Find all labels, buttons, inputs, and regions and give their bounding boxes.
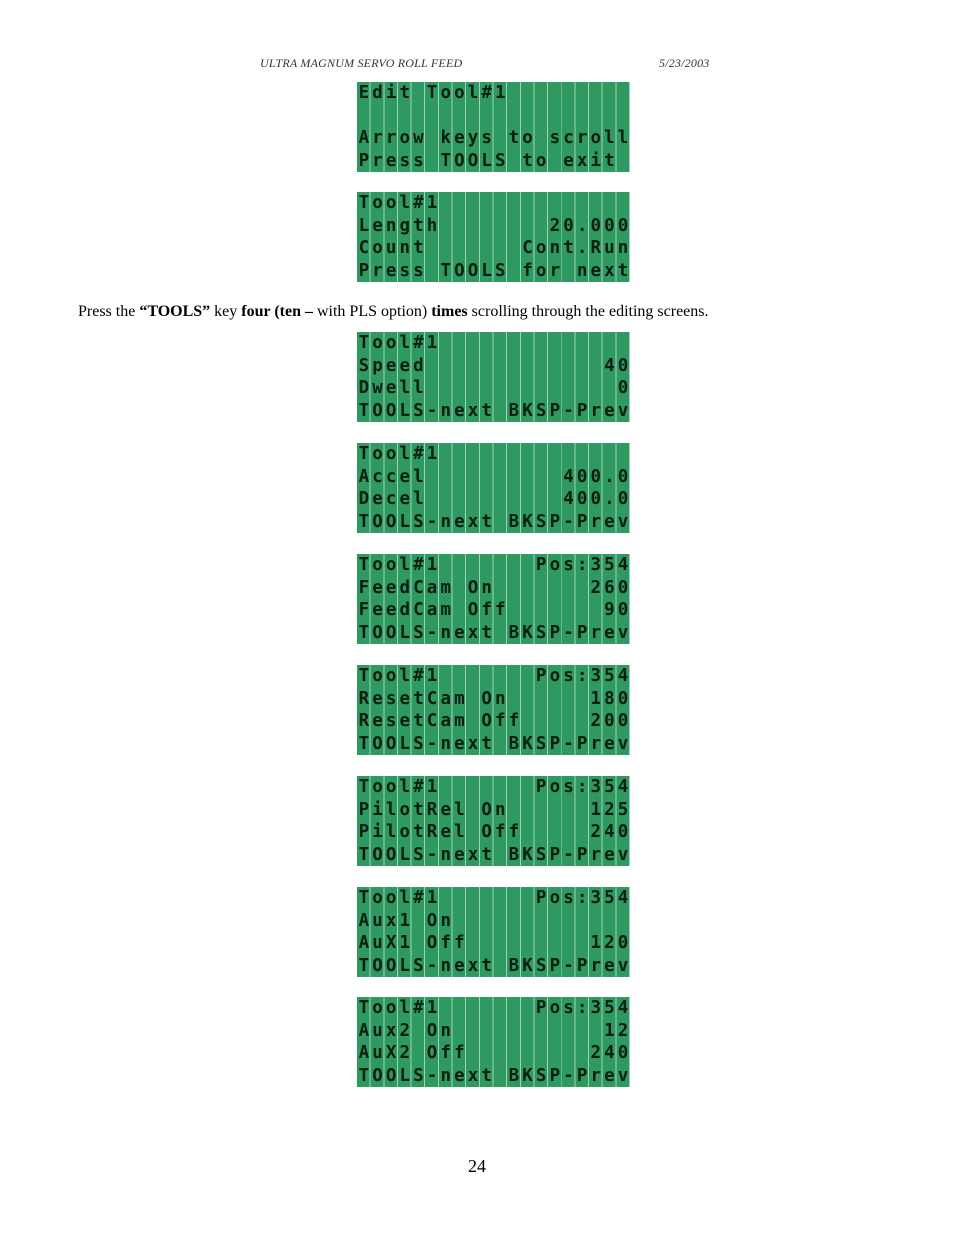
lcd-line: T O O L S - n e x t B K S P - P r e v	[358, 622, 629, 643]
lcd-line: T o o l # 1 P o s : 3 5 4	[358, 888, 629, 908]
lcd-line: A u x 1 O n	[358, 910, 451, 931]
lcd-screen-aux1	[357, 887, 630, 977]
lcd-line: A c c e l 4 0 0 . 0	[358, 466, 629, 487]
lcd-line: T o o l # 1	[358, 193, 438, 213]
lcd-line: T o o l # 1 P o s : 3 5 4	[358, 666, 629, 686]
lcd-line: R e s e t C a m O n 1 8 0	[358, 688, 629, 709]
lcd-line: T O O L S - n e x t B K S P - P r e v	[358, 955, 629, 976]
lcd-line: P i l o t R e l O n 1 2 5	[358, 799, 629, 820]
lcd-screen-resetcam	[357, 665, 630, 755]
lcd-screen-accel-decel	[357, 443, 630, 533]
lcd-screen-edit-tool	[357, 82, 630, 172]
lcd-line: T O O L S - n e x t B K S P - P r e v	[358, 511, 629, 532]
instruction-text: Press the “TOOLS” key four (ten – with PLS option) times scrolling through the editing screens.	[78, 303, 709, 320]
running-header-title: ULTRA MAGNUM SERVO ROLL FEED	[260, 56, 463, 70]
lcd-line: T O O L S - n e x t B K S P - P r e v	[358, 844, 629, 865]
lcd-line: P r e s s T O O L S t o e x i t	[358, 150, 615, 171]
lcd-line: R e s e t C a m O f f 2 0 0	[358, 711, 629, 731]
lcd-line: A u X 1 O f f 1 2 0	[358, 933, 629, 953]
lcd-line: A u X 2 O f f 2 4 0	[358, 1043, 629, 1063]
lcd-line: P i l o t R e l O f f 2 4 0	[358, 822, 629, 842]
lcd-line: T o o l # 1 P o s : 3 5 4	[358, 998, 629, 1018]
lcd-screen-speed-dwell	[357, 332, 630, 422]
lcd-line: A u x 2 O n 1 2	[358, 1020, 629, 1041]
lcd-line: C o u n t C o n t . R u n	[358, 238, 629, 258]
lcd-line: P r e s s T O O L S f o r n e x t	[358, 260, 629, 281]
lcd-screen-length-count	[357, 192, 630, 282]
lcd-line: T o o l # 1	[358, 333, 438, 353]
lcd-line: T o o l # 1	[358, 444, 438, 464]
lcd-screen-feedcam	[357, 554, 630, 644]
lcd-line: F e e d C a m O f f 9 0	[358, 600, 629, 620]
lcd-screen-pilotrel	[357, 776, 630, 866]
lcd-line: D w e l l 0	[358, 378, 629, 398]
lcd-line: L e n g t h 2 0 . 0 0 0	[358, 215, 629, 236]
lcd-line: T O O L S - n e x t B K S P - P r e v	[358, 1065, 629, 1086]
lcd-line: T O O L S - n e x t B K S P - P r e v	[358, 400, 629, 421]
lcd-line: T o o l # 1 P o s : 3 5 4	[358, 555, 629, 575]
lcd-line: D e c e l 4 0 0 . 0	[358, 489, 629, 509]
lcd-line: A r r o w k e y s t o s c r o l l	[358, 128, 629, 148]
lcd-line	[357, 105, 630, 128]
lcd-line: S p e e d 4 0	[358, 355, 629, 376]
lcd-line: T O O L S - n e x t B K S P - P r e v	[358, 733, 629, 754]
page-number: 24	[468, 1156, 486, 1176]
lcd-screen-aux2	[357, 997, 630, 1087]
lcd-line: T o o l # 1 P o s : 3 5 4	[358, 777, 629, 797]
lcd-line: F e e d C a m O n 2 6 0	[358, 577, 629, 598]
running-header-date: 5/23/2003	[659, 56, 710, 70]
lcd-line: E d i t T o o l # 1	[358, 83, 506, 103]
